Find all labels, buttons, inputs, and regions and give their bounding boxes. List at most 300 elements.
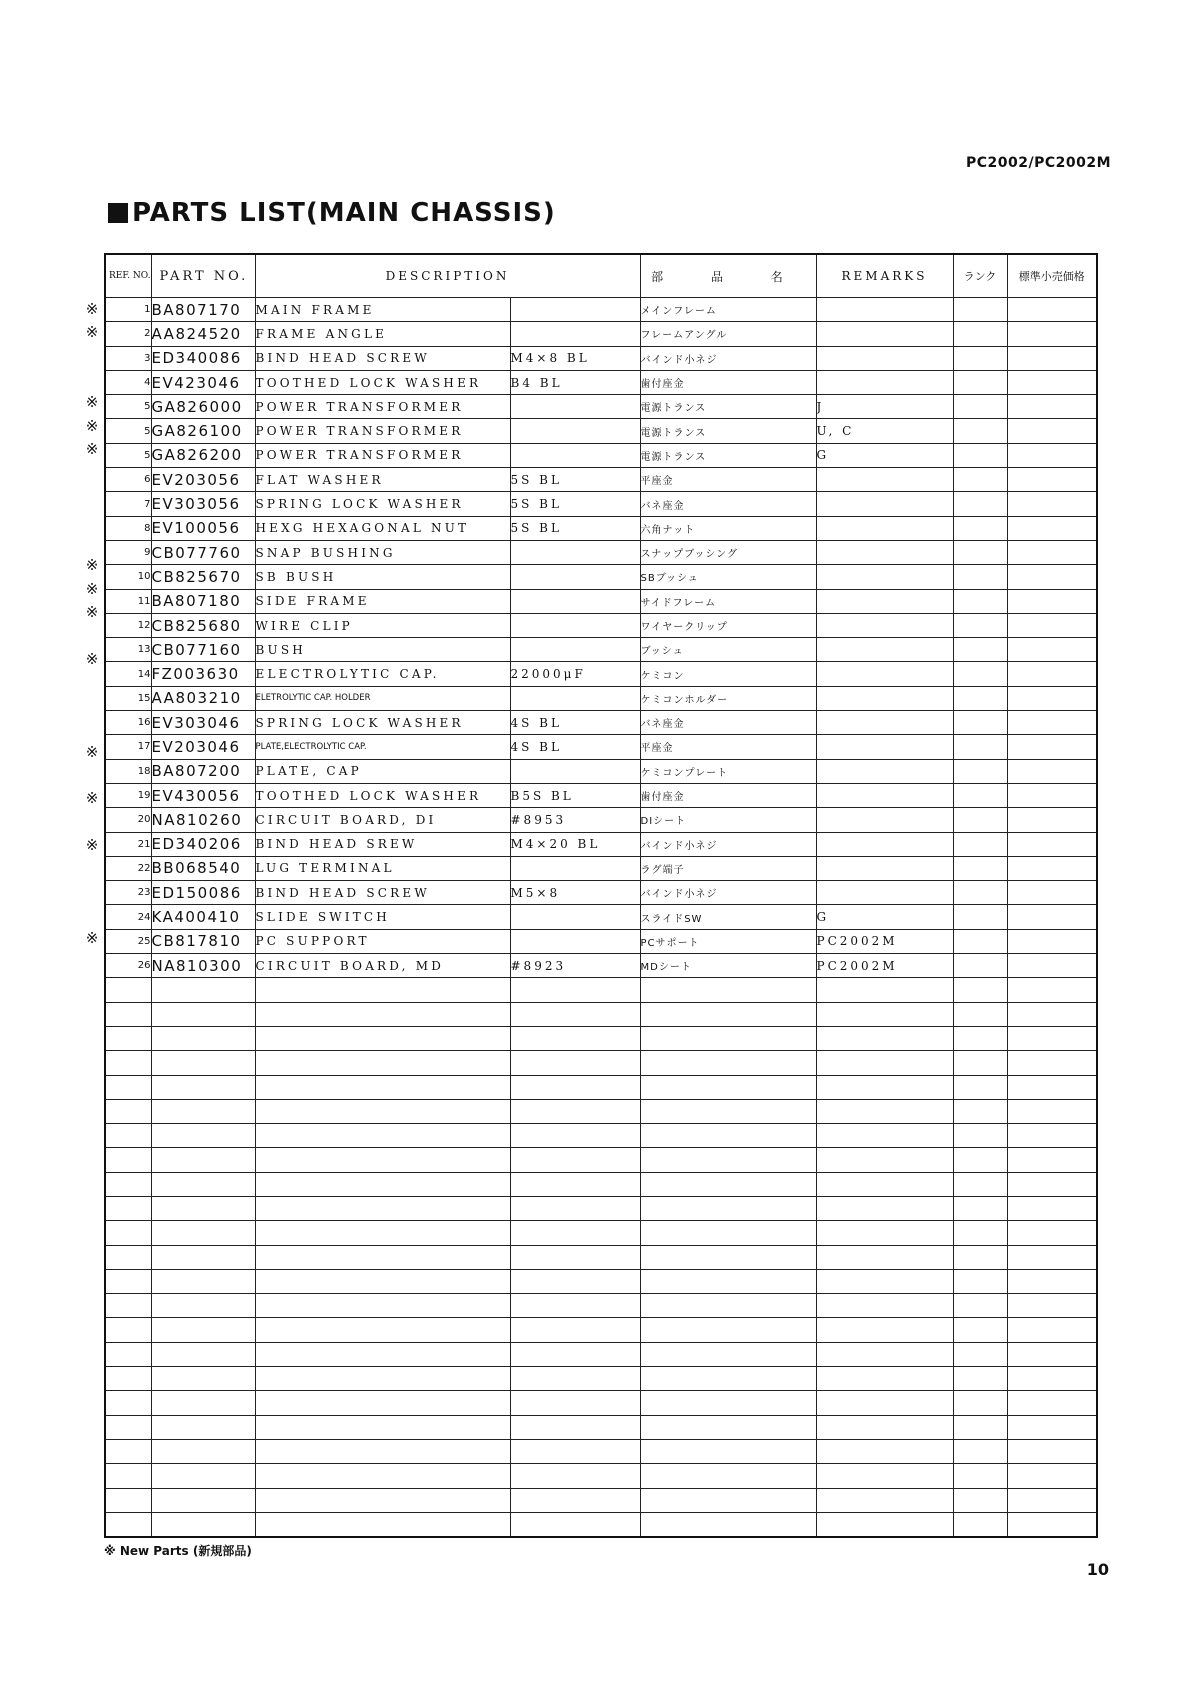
description-cell: BIND HEAD SCREW <box>255 346 510 370</box>
description-cell <box>255 1512 510 1537</box>
jp-name-cell <box>640 1026 816 1050</box>
remarks-cell: U, C <box>816 419 953 443</box>
rank-cell <box>953 1391 1007 1415</box>
jp-name-cell: バインド小ネジ <box>640 881 816 905</box>
table-row <box>105 662 1097 686</box>
jp-name-cell: ケミコンホルダー <box>640 686 816 710</box>
spec-cell <box>510 540 640 564</box>
rank-cell <box>953 1075 1007 1099</box>
description-cell: SB BUSH <box>255 565 510 589</box>
ref-cell: 7 <box>105 492 151 516</box>
empty-table-row <box>105 1294 1097 1318</box>
price-cell <box>1007 443 1097 467</box>
spec-cell <box>510 1367 640 1391</box>
rank-cell <box>953 1221 1007 1245</box>
rank-cell <box>953 638 1007 662</box>
description-cell: SPRING LOCK WASHER <box>255 711 510 735</box>
jp-name-cell <box>640 1196 816 1220</box>
new-part-marker-icon: ※ <box>85 323 99 342</box>
rank-cell <box>953 929 1007 953</box>
spec-cell <box>510 1124 640 1148</box>
ref-cell <box>105 1196 151 1220</box>
rank-cell <box>953 516 1007 540</box>
table-row <box>105 808 1097 832</box>
price-cell <box>1007 492 1097 516</box>
empty-table-row <box>105 1488 1097 1512</box>
spec-cell <box>510 856 640 880</box>
page-number: 10 <box>1086 1560 1109 1579</box>
empty-table-row <box>105 1512 1097 1537</box>
spec-cell <box>510 686 640 710</box>
jp-name-cell: 電源トランス <box>640 443 816 467</box>
empty-table-row <box>105 1172 1097 1196</box>
spec-cell <box>510 929 640 953</box>
empty-table-row <box>105 1002 1097 1026</box>
ref-cell: 4 <box>105 370 151 394</box>
description-cell <box>255 1026 510 1050</box>
spec-cell <box>510 1148 640 1172</box>
part-number-cell <box>151 978 255 1002</box>
price-cell <box>1007 1439 1097 1463</box>
rank-cell <box>953 443 1007 467</box>
rank-cell <box>953 978 1007 1002</box>
rank-cell <box>953 1026 1007 1050</box>
jp-name-cell <box>640 1512 816 1537</box>
spec-cell <box>510 1269 640 1293</box>
part-number-cell: ED150086 <box>151 881 255 905</box>
description-cell: TOOTHED LOCK WASHER <box>255 370 510 394</box>
spec-cell: #8923 <box>510 954 640 978</box>
jp-name-cell <box>640 1464 816 1488</box>
rank-cell <box>953 1269 1007 1293</box>
rank-cell <box>953 1367 1007 1391</box>
table-row <box>105 516 1097 540</box>
remarks-cell <box>816 978 953 1002</box>
ref-cell: 5 <box>105 395 151 419</box>
rank-cell <box>953 1342 1007 1366</box>
model-number: PC2002/PC2002M <box>965 155 1111 171</box>
remarks-cell <box>816 1439 953 1463</box>
remarks-cell <box>816 1124 953 1148</box>
price-cell <box>1007 808 1097 832</box>
remarks-cell <box>816 1342 953 1366</box>
rank-cell <box>953 1415 1007 1439</box>
part-number-cell: CB825680 <box>151 613 255 637</box>
price-cell <box>1007 1269 1097 1293</box>
ref-cell <box>105 1269 151 1293</box>
jp-name-cell <box>640 1148 816 1172</box>
remarks-cell <box>816 638 953 662</box>
price-cell <box>1007 929 1097 953</box>
table-header-row <box>105 254 1097 298</box>
description-cell: WIRE CLIP <box>255 613 510 637</box>
table-row <box>105 783 1097 807</box>
remarks-cell <box>816 516 953 540</box>
ref-cell <box>105 1294 151 1318</box>
ref-cell <box>105 1415 151 1439</box>
part-number-cell <box>151 1269 255 1293</box>
remarks-cell <box>816 881 953 905</box>
remarks-cell <box>816 1221 953 1245</box>
remarks-cell <box>816 540 953 564</box>
price-cell <box>1007 783 1097 807</box>
spec-cell <box>510 1075 640 1099</box>
ref-cell <box>105 1075 151 1099</box>
part-number-cell: EV423046 <box>151 370 255 394</box>
description-cell: SLIDE SWITCH <box>255 905 510 929</box>
rank-cell <box>953 1124 1007 1148</box>
part-number-cell: KA400410 <box>151 905 255 929</box>
table-row <box>105 492 1097 516</box>
part-number-cell <box>151 1318 255 1342</box>
ref-cell: 26 <box>105 954 151 978</box>
remarks-cell <box>816 759 953 783</box>
empty-table-row <box>105 1196 1097 1220</box>
page-title-text: PARTS LIST(MAIN CHASSIS) <box>132 198 556 228</box>
remarks-cell <box>816 370 953 394</box>
jp-name-cell: 平座金 <box>640 468 816 492</box>
part-number-cell: CB825670 <box>151 565 255 589</box>
remarks-cell <box>816 322 953 346</box>
jp-name-cell: メインフレーム <box>640 298 816 322</box>
column-header-remarks: REMARKS <box>816 254 953 298</box>
ref-cell <box>105 978 151 1002</box>
remarks-cell <box>816 1391 953 1415</box>
table-row <box>105 565 1097 589</box>
remarks-cell <box>816 1026 953 1050</box>
column-header-rank: ランク <box>953 254 1007 298</box>
jp-name-cell: ケミコン <box>640 662 816 686</box>
spec-cell <box>510 1512 640 1537</box>
empty-table-row <box>105 1439 1097 1463</box>
table-row <box>105 638 1097 662</box>
spec-cell <box>510 1221 640 1245</box>
jp-name-cell <box>640 1075 816 1099</box>
column-header-part-no: PART NO. <box>151 254 255 298</box>
ref-cell: 15 <box>105 686 151 710</box>
remarks-cell <box>816 1002 953 1026</box>
rank-cell <box>953 395 1007 419</box>
part-number-cell: EV203056 <box>151 468 255 492</box>
part-number-cell: BA807200 <box>151 759 255 783</box>
empty-table-row <box>105 1026 1097 1050</box>
remarks-cell <box>816 783 953 807</box>
spec-cell <box>510 443 640 467</box>
table-row <box>105 613 1097 637</box>
empty-table-row <box>105 1075 1097 1099</box>
remarks-cell <box>816 1415 953 1439</box>
jp-name-cell: 平座金 <box>640 735 816 759</box>
ref-cell: 6 <box>105 468 151 492</box>
jp-name-cell <box>640 1051 816 1075</box>
jp-name-cell: 電源トランス <box>640 419 816 443</box>
description-cell: SIDE FRAME <box>255 589 510 613</box>
ref-cell: 10 <box>105 565 151 589</box>
ref-cell <box>105 1124 151 1148</box>
rank-cell <box>953 419 1007 443</box>
price-cell <box>1007 905 1097 929</box>
jp-name-cell: スナップブッシング <box>640 540 816 564</box>
spec-cell <box>510 565 640 589</box>
remarks-cell: J <box>816 395 953 419</box>
rank-cell <box>953 1464 1007 1488</box>
rank-cell <box>953 856 1007 880</box>
jp-name-cell <box>640 1099 816 1123</box>
description-cell <box>255 1318 510 1342</box>
description-cell: POWER TRANSFORMER <box>255 443 510 467</box>
price-cell <box>1007 298 1097 322</box>
ref-cell <box>105 1464 151 1488</box>
table-row <box>105 419 1097 443</box>
part-number-cell: ED340086 <box>151 346 255 370</box>
remarks-cell <box>816 1099 953 1123</box>
rank-cell <box>953 565 1007 589</box>
price-cell <box>1007 1488 1097 1512</box>
rank-cell <box>953 346 1007 370</box>
spec-cell <box>510 1439 640 1463</box>
new-part-marker-icon: ※ <box>85 416 99 435</box>
spec-cell <box>510 1318 640 1342</box>
part-number-cell: NA810300 <box>151 954 255 978</box>
remarks-cell <box>816 1245 953 1269</box>
part-number-cell <box>151 1051 255 1075</box>
part-number-cell <box>151 1367 255 1391</box>
part-number-cell <box>151 1342 255 1366</box>
ref-cell: 3 <box>105 346 151 370</box>
ref-cell: 14 <box>105 662 151 686</box>
rank-cell <box>953 759 1007 783</box>
jp-name-cell <box>640 1124 816 1148</box>
spec-cell <box>510 1099 640 1123</box>
new-part-marker-icon: ※ <box>85 602 99 621</box>
jp-name-cell <box>640 1221 816 1245</box>
price-cell <box>1007 881 1097 905</box>
rank-cell <box>953 1002 1007 1026</box>
remarks-cell <box>816 1488 953 1512</box>
new-part-marker-icon: ※ <box>85 789 99 808</box>
part-number-cell <box>151 1512 255 1537</box>
jp-name-cell <box>640 1415 816 1439</box>
price-cell <box>1007 1148 1097 1172</box>
ref-cell <box>105 1099 151 1123</box>
spec-cell <box>510 905 640 929</box>
description-cell <box>255 1099 510 1123</box>
spec-cell: 5S BL <box>510 492 640 516</box>
spec-cell <box>510 589 640 613</box>
rank-cell <box>953 1439 1007 1463</box>
description-cell: BIND HEAD SCREW <box>255 881 510 905</box>
description-cell <box>255 1439 510 1463</box>
remarks-cell <box>816 613 953 637</box>
remarks-cell <box>816 711 953 735</box>
description-cell <box>255 1245 510 1269</box>
description-cell <box>255 1124 510 1148</box>
price-cell <box>1007 735 1097 759</box>
spec-cell <box>510 1342 640 1366</box>
table-row <box>105 686 1097 710</box>
jp-name-cell: DIシート <box>640 808 816 832</box>
table-row <box>105 589 1097 613</box>
new-part-marker-icon: ※ <box>85 579 99 598</box>
remarks-cell <box>816 589 953 613</box>
ref-cell <box>105 1245 151 1269</box>
description-cell <box>255 1391 510 1415</box>
jp-name-cell: サイドフレーム <box>640 589 816 613</box>
ref-cell: 18 <box>105 759 151 783</box>
empty-table-row <box>105 1051 1097 1075</box>
price-cell <box>1007 1318 1097 1342</box>
part-number-cell <box>151 1245 255 1269</box>
empty-table-row <box>105 1269 1097 1293</box>
jp-name-cell: フレームアングル <box>640 322 816 346</box>
part-number-cell <box>151 1439 255 1463</box>
description-cell <box>255 1294 510 1318</box>
description-cell <box>255 978 510 1002</box>
spec-cell: 4S BL <box>510 711 640 735</box>
ref-cell: 8 <box>105 516 151 540</box>
jp-name-cell <box>640 1391 816 1415</box>
part-number-cell <box>151 1124 255 1148</box>
spec-cell <box>510 1464 640 1488</box>
part-number-cell <box>151 1294 255 1318</box>
remarks-cell <box>816 1196 953 1220</box>
ref-cell: 2 <box>105 322 151 346</box>
ref-cell: 16 <box>105 711 151 735</box>
description-cell: POWER TRANSFORMER <box>255 395 510 419</box>
price-cell <box>1007 686 1097 710</box>
ref-cell <box>105 1002 151 1026</box>
ref-cell: 5 <box>105 419 151 443</box>
remarks-cell <box>816 1464 953 1488</box>
spec-cell: 5S BL <box>510 516 640 540</box>
table-row <box>105 929 1097 953</box>
part-number-cell: ED340206 <box>151 832 255 856</box>
empty-table-row <box>105 1318 1097 1342</box>
ref-cell: 17 <box>105 735 151 759</box>
remarks-cell <box>816 1172 953 1196</box>
price-cell <box>1007 1172 1097 1196</box>
empty-table-row <box>105 1099 1097 1123</box>
price-cell <box>1007 395 1097 419</box>
spec-cell <box>510 1391 640 1415</box>
price-cell <box>1007 1124 1097 1148</box>
part-number-cell: EV430056 <box>151 783 255 807</box>
rank-cell <box>953 1172 1007 1196</box>
price-cell <box>1007 759 1097 783</box>
ref-cell <box>105 1488 151 1512</box>
spec-cell <box>510 759 640 783</box>
description-cell <box>255 1172 510 1196</box>
price-cell <box>1007 540 1097 564</box>
remarks-cell <box>816 346 953 370</box>
description-cell <box>255 1367 510 1391</box>
table-row <box>105 298 1097 322</box>
remarks-cell <box>816 686 953 710</box>
ref-cell: 20 <box>105 808 151 832</box>
jp-name-cell <box>640 1294 816 1318</box>
jp-name-cell: ラグ端子 <box>640 856 816 880</box>
ref-cell: 9 <box>105 540 151 564</box>
jp-name-cell <box>640 1245 816 1269</box>
rank-cell <box>953 905 1007 929</box>
description-cell: ELECTROLYTIC CAP. <box>255 662 510 686</box>
ref-cell: 5 <box>105 443 151 467</box>
ref-cell <box>105 1439 151 1463</box>
table-row <box>105 468 1097 492</box>
jp-name-cell: PCサポート <box>640 929 816 953</box>
rank-cell <box>953 1245 1007 1269</box>
rank-cell <box>953 1488 1007 1512</box>
part-number-cell <box>151 1148 255 1172</box>
price-cell <box>1007 419 1097 443</box>
description-cell <box>255 1075 510 1099</box>
price-cell <box>1007 1026 1097 1050</box>
part-number-cell <box>151 1488 255 1512</box>
description-cell: SPRING LOCK WASHER <box>255 492 510 516</box>
spec-cell <box>510 298 640 322</box>
column-header-description: DESCRIPTION <box>255 254 640 298</box>
spec-cell <box>510 1196 640 1220</box>
part-number-cell <box>151 1172 255 1196</box>
price-cell <box>1007 322 1097 346</box>
price-cell <box>1007 1075 1097 1099</box>
remarks-cell <box>816 298 953 322</box>
price-cell <box>1007 370 1097 394</box>
part-number-cell: EV203046 <box>151 735 255 759</box>
ref-cell: 1 <box>105 298 151 322</box>
description-cell <box>255 1269 510 1293</box>
remarks-cell: G <box>816 905 953 929</box>
spec-cell: M5×8 <box>510 881 640 905</box>
jp-name-cell <box>640 1318 816 1342</box>
square-bullet-icon <box>108 203 128 223</box>
ref-cell: 13 <box>105 638 151 662</box>
empty-table-row <box>105 1221 1097 1245</box>
ref-cell: 23 <box>105 881 151 905</box>
description-cell <box>255 1002 510 1026</box>
part-number-cell: EV303046 <box>151 711 255 735</box>
jp-name-cell <box>640 1439 816 1463</box>
price-cell <box>1007 1221 1097 1245</box>
rank-cell <box>953 322 1007 346</box>
price-cell <box>1007 856 1097 880</box>
price-cell <box>1007 1367 1097 1391</box>
spec-cell: B4 BL <box>510 370 640 394</box>
part-number-cell: BA807170 <box>151 298 255 322</box>
empty-table-row <box>105 1391 1097 1415</box>
rank-cell <box>953 1051 1007 1075</box>
price-cell <box>1007 589 1097 613</box>
price-cell <box>1007 1002 1097 1026</box>
jp-name-cell: ブッシュ <box>640 638 816 662</box>
new-part-marker-icon: ※ <box>85 556 99 575</box>
price-cell <box>1007 1245 1097 1269</box>
part-number-cell <box>151 1196 255 1220</box>
jp-name-cell <box>640 1367 816 1391</box>
description-cell: FLAT WASHER <box>255 468 510 492</box>
price-cell <box>1007 1464 1097 1488</box>
table-row <box>105 711 1097 735</box>
spec-cell <box>510 978 640 1002</box>
jp-name-cell: 歯付座金 <box>640 370 816 394</box>
remarks-cell: PC2002M <box>816 954 953 978</box>
table-row <box>105 322 1097 346</box>
rank-cell <box>953 735 1007 759</box>
jp-name-cell: 電源トランス <box>640 395 816 419</box>
description-cell: TOOTHED LOCK WASHER <box>255 783 510 807</box>
jp-name-cell: バインド小ネジ <box>640 346 816 370</box>
empty-table-row <box>105 1464 1097 1488</box>
